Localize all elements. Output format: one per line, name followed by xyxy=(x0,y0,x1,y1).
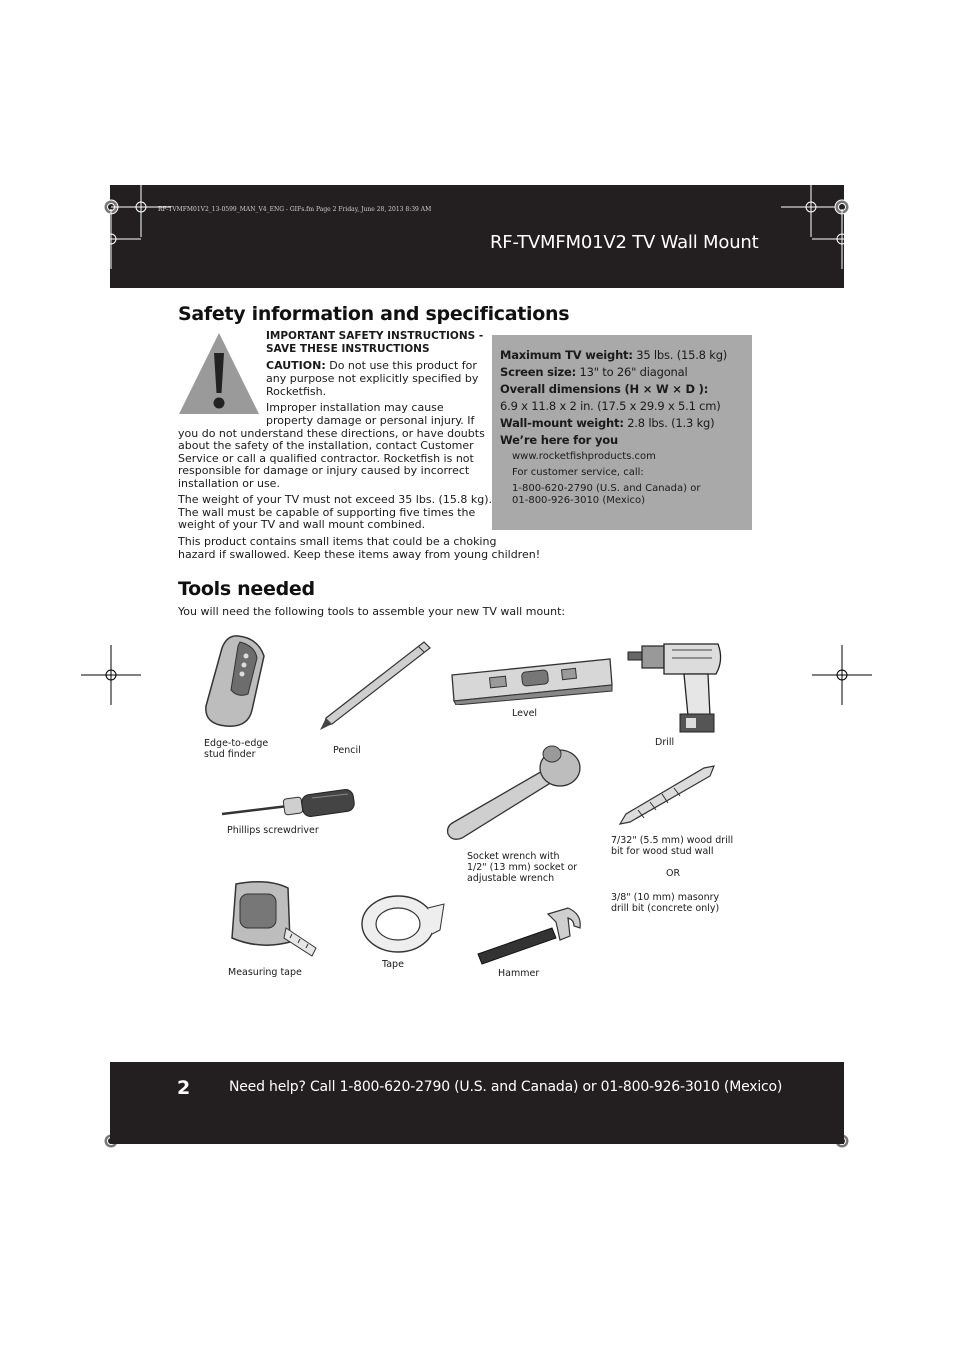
label-line: 1/2" (13 mm) socket or xyxy=(467,862,578,873)
spec-dimensions-value: 6.9 x 11.8 x 2 in. (17.5 x 29.9 x 5.1 cm) xyxy=(500,399,721,413)
choking-line-1: This product contains small items that could be a choking xyxy=(178,535,497,548)
weight-line-1: The weight of your TV must not exceed 35 lbs. (15.8 kg). xyxy=(178,493,492,506)
spec-label: Screen size: xyxy=(500,365,577,379)
spec-value: 35 lbs. (15.8 kg) xyxy=(632,348,728,362)
drill-icon xyxy=(626,640,726,736)
improper-line-5: Service or call a qualified contractor. Rocketfish is not xyxy=(178,452,474,465)
improper-line-6: responsible for damage or injury caused by incorrect xyxy=(178,464,470,477)
support-heading: We’re here for you xyxy=(500,433,618,447)
spec-screen-size xyxy=(500,365,687,379)
tape-roll-icon xyxy=(358,890,446,956)
important-line-2: SAVE THESE INSTRUCTIONS xyxy=(266,343,430,355)
specifications-box xyxy=(492,335,752,530)
label-line: Socket wrench with xyxy=(467,851,560,862)
label-line: stud finder xyxy=(204,749,256,760)
label-line: 3/8" (10 mm) masonry xyxy=(611,892,720,903)
caution-label: CAUTION: xyxy=(266,359,326,372)
stud-finder-label xyxy=(204,738,268,760)
pencil-icon xyxy=(312,638,434,734)
label-line: adjustable wrench xyxy=(467,873,555,884)
caution-line-1 xyxy=(266,360,477,373)
choking-line-2: hazard if swallowed. Keep these items away from young children! xyxy=(178,548,541,561)
improper-line-2: property damage or personal injury. If xyxy=(266,414,475,427)
label-line: Edge-to-edge xyxy=(204,738,269,749)
spec-dimensions-label: Overall dimensions (H × W × D ): xyxy=(500,382,709,396)
spec-label: Maximum TV weight: xyxy=(500,348,633,362)
footer-band xyxy=(110,1062,844,1144)
improper-line-7: installation or use. xyxy=(178,477,280,490)
tape-label: Tape xyxy=(382,959,404,970)
or-label: OR xyxy=(666,868,681,879)
warning-triangle-icon xyxy=(178,331,260,415)
spec-max-weight xyxy=(500,348,727,362)
level-label: Level xyxy=(512,708,538,719)
hammer-icon xyxy=(476,906,584,966)
caution-line-2: any purpose not explicitly specified by xyxy=(266,372,479,385)
improper-line-1: Improper installation may cause xyxy=(266,401,444,414)
spec-mount-weight xyxy=(500,416,714,430)
support-phone-2: 01-800-926-3010 (Mexico) xyxy=(512,495,646,506)
support-call-label: For customer service, call: xyxy=(512,467,644,478)
measuring-tape-label: Measuring tape xyxy=(228,967,302,978)
masonry-drill-bit-label xyxy=(611,892,719,914)
drill-bit-icon xyxy=(618,762,718,828)
wood-drill-bit-label xyxy=(611,835,733,857)
help-line: Need help? Call 1-800-620-2790 (U.S. and Canada) or 01-800-926-3010 (Mexico) xyxy=(229,1079,783,1095)
weight-line-3: weight of your TV and wall mount combined. xyxy=(178,518,426,531)
tools-intro: You will need the following tools to assemble your new TV wall mount: xyxy=(178,605,566,618)
support-phone-1: 1-800-620-2790 (U.S. and Canada) or xyxy=(512,483,701,494)
document-title: RF-TVMFM01V2 TV Wall Mount xyxy=(490,232,759,253)
safety-heading: Safety information and specifications xyxy=(178,303,570,325)
drill-label: Drill xyxy=(655,737,675,748)
label-line: 7/32" (5.5 mm) wood drill xyxy=(611,835,734,846)
spec-value: 13" to 26" diagonal xyxy=(576,365,688,379)
support-website: www.rocketfishproducts.com xyxy=(512,451,656,462)
spec-label: Wall-mount weight: xyxy=(500,416,624,430)
page-number: 2 xyxy=(177,1077,191,1099)
file-slug: RF-TVMFM01V2_13-0599_MAN_V4_ENG - GIFs.fm Page 2 Friday, June 28, 2013 8:39 AM xyxy=(158,206,432,213)
stud-finder-icon xyxy=(200,632,270,732)
socket-wrench-icon xyxy=(444,742,584,844)
caution-line-3: Rocketfish. xyxy=(266,385,327,398)
measuring-tape-icon xyxy=(226,876,322,966)
socket-wrench-label xyxy=(467,851,577,884)
tools-heading: Tools needed xyxy=(178,578,315,600)
screwdriver-label: Phillips screwdriver xyxy=(227,825,319,836)
phillips-screwdriver-icon xyxy=(220,788,358,822)
improper-line-4: about the safety of the installation, contact Customer xyxy=(178,439,474,452)
important-line-1: IMPORTANT SAFETY INSTRUCTIONS - xyxy=(266,330,484,342)
hammer-label: Hammer xyxy=(498,968,540,979)
level-icon xyxy=(450,655,614,705)
caution-text: Do not use this product for xyxy=(325,359,477,372)
label-line: bit for wood stud wall xyxy=(611,846,714,857)
spec-value: 2.8 lbs. (1.3 kg) xyxy=(623,416,715,430)
pencil-label: Pencil xyxy=(333,745,361,756)
improper-line-3: you do not understand these directions, or have doubts xyxy=(178,427,485,440)
label-line: drill bit (concrete only) xyxy=(611,903,720,914)
weight-line-2: The wall must be capable of supporting five times the xyxy=(178,506,476,519)
